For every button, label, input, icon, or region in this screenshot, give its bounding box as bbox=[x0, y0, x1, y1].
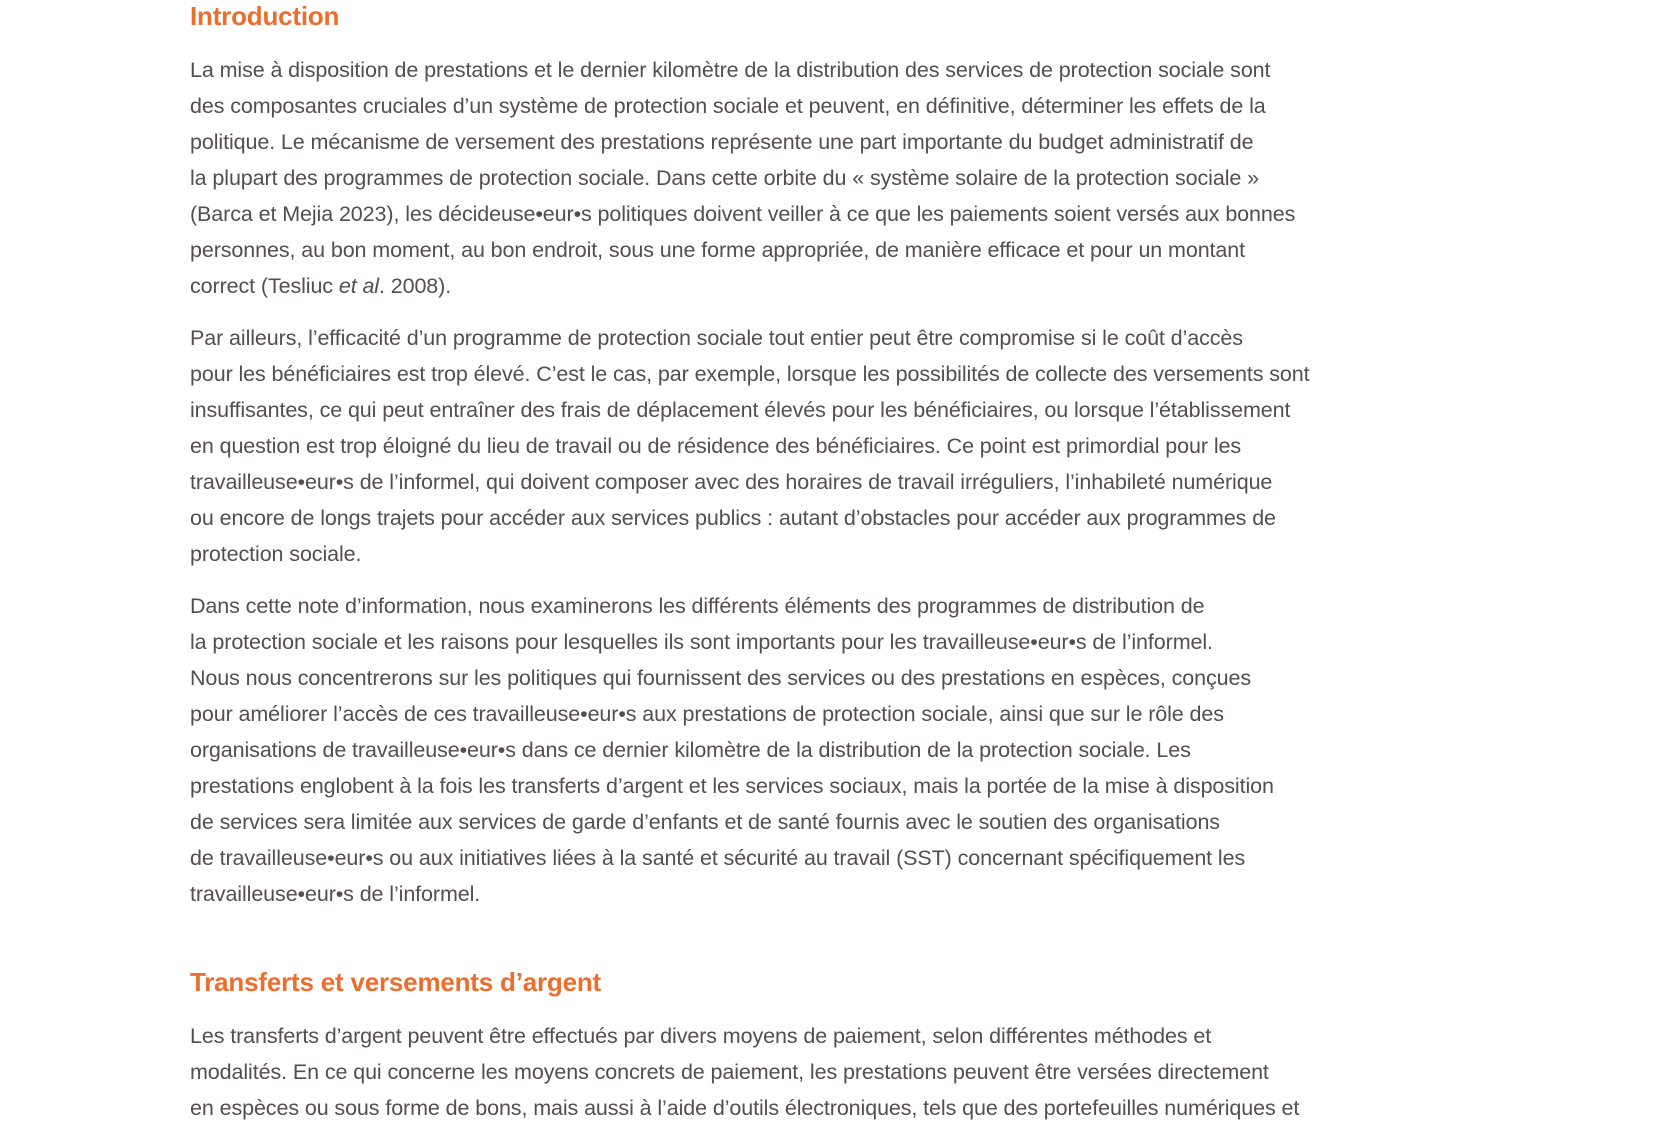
text-line: correct (Tesliuc et al. 2008). bbox=[190, 274, 452, 298]
text-line: Les transferts d’argent peuvent être effectués par divers moyens de paiement, selon différentes méthodes et bbox=[190, 1024, 1212, 1048]
text-line: en espèces ou sous forme de bons, mais aussi à l’aide d’outils électroniques, tels que des portefeuilles numériques et bbox=[190, 1096, 1300, 1120]
text-line: insuffisantes, ce qui peut entraîner des frais de déplacement élevés pour les bénéficiaires, ou lorsque l’établissement bbox=[190, 398, 1291, 422]
text-line: politique. Le mécanisme de versement des prestations représente une part importante du budget administratif de bbox=[190, 130, 1254, 154]
text-line: personnes, au bon moment, au bon endroit, sous une forme appropriée, de manière efficace et pour un montant bbox=[190, 238, 1246, 262]
text-line: pour les bénéficiaires est trop élevé. C’est le cas, par exemple, lorsque les possibilités de collecte des versements sont bbox=[190, 362, 1310, 386]
text-line: La mise à disposition de prestations et le dernier kilomètre de la distribution des services de protection sociale sont bbox=[190, 58, 1271, 82]
text-line: travailleuse•eur•s de l’informel, qui doivent composer avec des horaires de travail irréguliers, l’inhabileté numérique bbox=[190, 470, 1273, 494]
text-line: modalités. En ce qui concerne les moyens concrets de paiement, les prestations peuvent être versées directement bbox=[190, 1060, 1269, 1084]
paragraph bbox=[190, 320, 1500, 572]
section-heading-transferts: Transferts et versements d’argent bbox=[190, 967, 602, 997]
text-line: la protection sociale et les raisons pour lesquelles ils sont importants pour les travailleuse•eur•s de l’informel. bbox=[190, 630, 1213, 654]
content-column bbox=[190, 0, 1500, 1142]
text-line: Dans cette note d’information, nous examinerons les différents éléments des programmes de distribution de bbox=[190, 594, 1205, 618]
text-line: la plupart des programmes de protection sociale. Dans cette orbite du « système solaire de la protection sociale » bbox=[190, 166, 1259, 190]
text-line: en question est trop éloigné du lieu de travail ou de résidence des bénéficiaires. Ce point est primordial pour les bbox=[190, 434, 1241, 458]
text-line: Par ailleurs, l’efficacité d’un programme de protection sociale tout entier peut être compromise si le coût d’accès bbox=[190, 326, 1243, 350]
paragraph bbox=[190, 1018, 1500, 1126]
text-line: de travailleuse•eur•s ou aux initiatives liées à la santé et sécurité au travail (SST) concernant spécifiquement les bbox=[190, 846, 1246, 870]
text-line: organisations de travailleuse•eur•s dans ce dernier kilomètre de la distribution de la protection sociale. Les bbox=[190, 738, 1191, 762]
section-heading-introduction: Introduction bbox=[190, 1, 340, 31]
paragraph bbox=[190, 588, 1500, 912]
text-line: de services sera limitée aux services de garde d’enfants et de santé fournis avec le soutien des organisations bbox=[190, 810, 1220, 834]
text-line: ou encore de longs trajets pour accéder aux services publics : autant d’obstacles pour accéder aux programmes de bbox=[190, 506, 1276, 530]
italic-citation: et al bbox=[338, 274, 379, 298]
paragraph bbox=[190, 52, 1500, 304]
text-line: prestations englobent à la fois les transferts d’argent et les services sociaux, mais la portée de la mise à disposition bbox=[190, 774, 1274, 798]
text-line: pour améliorer l’accès de ces travailleuse•eur•s aux prestations de protection sociale, ainsi que sur le rôle des bbox=[190, 702, 1224, 726]
text-line: des composantes cruciales d’un système de protection sociale et peuvent, en définitive, déterminer les effets de la bbox=[190, 94, 1266, 118]
text-line: travailleuse•eur•s de l’informel. bbox=[190, 882, 481, 906]
text-line: protection sociale. bbox=[190, 542, 362, 566]
text-line: (Barca et Mejia 2023), les décideuse•eur•s politiques doivent veiller à ce que les paiements soient versés aux bonnes bbox=[190, 202, 1296, 226]
text-line: Nous nous concentrerons sur les politiques qui fournissent des services ou des prestations en espèces, conçues bbox=[190, 666, 1252, 690]
